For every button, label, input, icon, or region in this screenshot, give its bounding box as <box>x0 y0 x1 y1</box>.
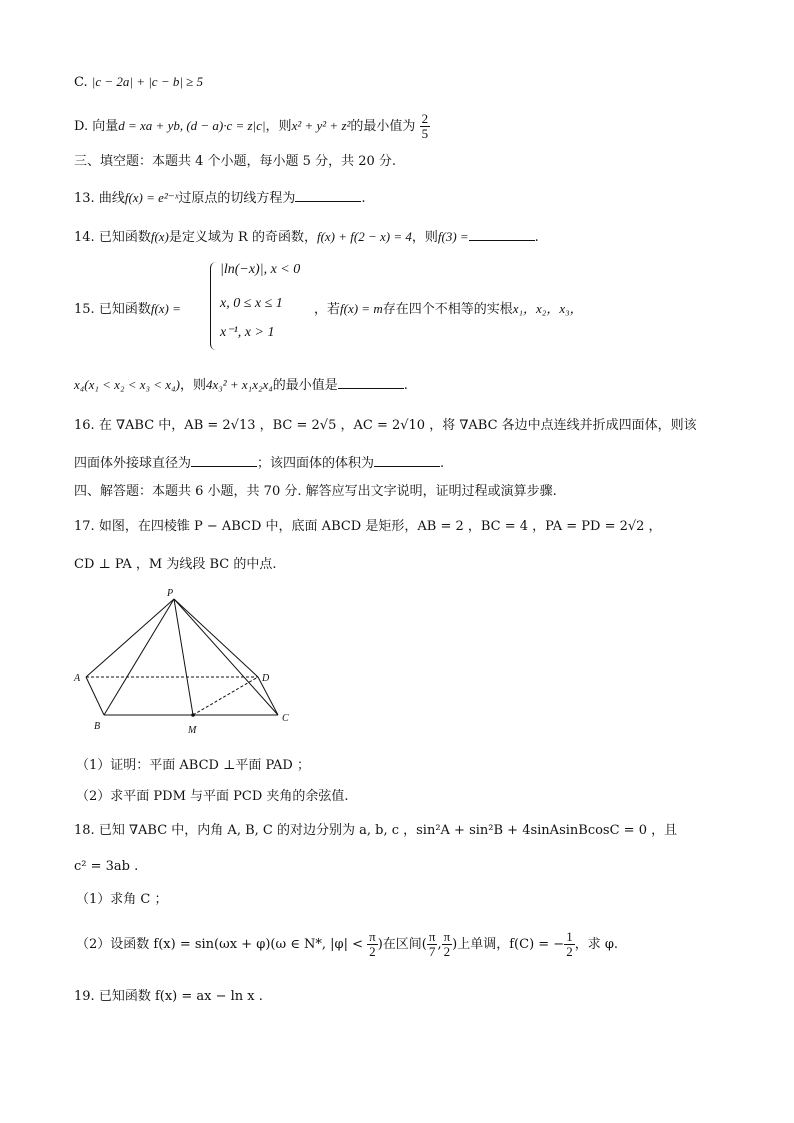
question-19 <box>74 987 263 1007</box>
fraction-denominator: 2 <box>443 944 451 959</box>
question-text: 已知函数 <box>98 230 151 245</box>
label-C: C <box>282 713 289 724</box>
question-17-line-2: CD ⊥ PA ，M 为线段 BC 的中点. <box>74 557 277 572</box>
question-14 <box>74 226 539 248</box>
math-expression: x₁，x₂，x₃， <box>512 301 583 316</box>
question-number: 13. <box>74 191 95 206</box>
answer-blank[interactable] <box>469 226 535 241</box>
label-A: A <box>74 673 81 684</box>
fraction-numerator: 2 <box>421 111 429 126</box>
paren: ) <box>452 937 458 952</box>
pyramid-figure <box>70 585 300 740</box>
fraction <box>564 930 575 959</box>
question-text: 曲线 <box>98 191 125 206</box>
math-expression: f(3) = <box>437 229 469 244</box>
option-c-expression: |c − 2a| + |c − b| ≥ 5 <box>91 74 204 89</box>
paren: ( <box>421 937 427 952</box>
fraction-denominator: 2 <box>566 944 573 959</box>
question-text: ；该四面体的体积为 <box>257 456 375 471</box>
math-expression: f(x) = m <box>340 301 383 316</box>
question-number: 14. <box>74 230 95 245</box>
math-expression: (ω ∈ N*, |φ| < <box>270 937 363 952</box>
piecewise-brace <box>210 262 219 350</box>
question-15-condition <box>314 298 583 317</box>
answer-blank[interactable] <box>191 452 257 467</box>
question-17 <box>74 517 662 537</box>
question-13 <box>74 187 366 209</box>
question-text: 如图，在四棱锥 P − ABCD 中，底面 ABCD 是矩形，AB = 2 ，BC = 4 ，PA = PD = 2√2 ， <box>98 519 662 534</box>
question-number: 15. <box>74 302 95 317</box>
point-M <box>191 713 195 717</box>
math-expression: x₄(x₁ < x₂ < x₃ < x₄) <box>74 377 180 392</box>
question-number: 17. <box>74 519 95 534</box>
question-18-line-2: c² = 3ab . <box>74 859 139 874</box>
question-18-part-2 <box>76 930 618 959</box>
punctuation: . <box>403 378 408 393</box>
answer-blank[interactable] <box>374 452 440 467</box>
piecewise-case-2: x, 0 ≤ x ≤ 1 <box>220 296 283 311</box>
option-d <box>74 112 430 141</box>
piecewise-case-1: |ln(−x)|, x < 0 <box>220 262 301 277</box>
fraction <box>420 112 431 141</box>
fraction-numerator: π <box>369 929 376 944</box>
edge-PA <box>86 599 174 677</box>
math-expression: f(x) + f(2 − x) = 4 <box>316 229 412 244</box>
option-label: C. <box>74 75 88 90</box>
section-heading-fill-in: 三、填空题：本题共 4 个小题，每小题 5 分，共 20 分. <box>74 154 397 169</box>
question-text: ，求 φ. <box>574 937 619 952</box>
answer-blank[interactable] <box>338 374 404 389</box>
label-B: B <box>94 721 101 732</box>
fraction-denominator: 7 <box>428 944 436 959</box>
edge-PB <box>104 599 174 715</box>
question-text: （2）设函数 f(x) = sin(ωx + φ) <box>76 937 271 952</box>
question-17-part-1: （1）证明：平面 ABCD ⊥平面 PAD ； <box>76 758 310 773</box>
label-P: P <box>167 588 174 599</box>
edge-MD-hidden <box>193 677 258 715</box>
math-expression: f(x) = e²⁻ˣ <box>124 190 179 205</box>
question-text: 已知函数 <box>98 302 151 317</box>
question-18-part-1: （1）求角 C ； <box>76 892 168 907</box>
question-15-lead <box>74 298 181 317</box>
option-d-expression: d = xa + yb, (d − a)·c = z|c| <box>118 118 266 133</box>
edge-AB <box>86 677 104 715</box>
question-15-line-2 <box>74 374 408 396</box>
question-text: 的最小值是 <box>272 378 338 393</box>
option-d-text: 的最小值为 <box>350 119 416 134</box>
section-heading-solutions: 四、解答题：本题共 6 小题，共 70 分. 解答应写出文字说明，证明过程或演算步骤. <box>74 484 557 499</box>
fraction-denominator: 2 <box>369 944 376 959</box>
question-text: ，则 <box>411 230 438 245</box>
question-text: 过原点的切线方程为 <box>178 191 296 206</box>
math-expression: 4x₃² + x₁x₂x₄ <box>205 377 273 392</box>
question-number: 16. <box>74 418 95 433</box>
fraction-denominator: 5 <box>421 126 429 141</box>
fraction <box>367 930 378 959</box>
comma: , <box>437 937 442 952</box>
question-text: 已知 ∇ABC 中，内角 A, B, C 的对边分别为 a, b, c ，sin²A + sin²B + 4sinAsinBcosC = 0 ，且 <box>98 823 678 838</box>
question-text: 在 ∇ABC 中，AB = 2√13 ，BC = 2√5 ，AC = 2√10 ，将 ∇ABC 各边中点连线并折成四面体，则该 <box>98 418 697 433</box>
question-18 <box>74 821 677 841</box>
option-label: D. <box>74 119 89 134</box>
question-text: )在区间 <box>377 937 422 952</box>
fraction-numerator: π <box>428 929 436 944</box>
question-text: ，若 <box>314 302 341 317</box>
edge-PD <box>174 599 258 677</box>
label-D: D <box>262 673 270 684</box>
option-d-expression: x² + y² + z² <box>291 118 351 133</box>
question-text: ，则 <box>179 378 206 393</box>
fraction-numerator: π <box>443 929 451 944</box>
question-text: 已知函数 f(x) = ax − ln x . <box>98 989 263 1004</box>
answer-blank[interactable] <box>295 187 361 202</box>
fraction <box>427 930 438 959</box>
question-text: 是定义域为 R 的奇函数， <box>168 230 317 245</box>
label-M: M <box>188 725 197 736</box>
question-16-line-2 <box>74 452 444 474</box>
question-number: 18. <box>74 823 95 838</box>
punctuation: . <box>361 191 366 206</box>
question-16 <box>74 416 697 436</box>
option-d-text: 向量 <box>92 119 119 134</box>
option-c <box>74 72 203 93</box>
option-d-text: ，则 <box>265 119 292 134</box>
piecewise-case-3: x⁻¹, x > 1 <box>220 325 275 340</box>
question-17-part-2: （2）求平面 PDM 与平面 PCD 夹角的余弦值. <box>76 789 349 804</box>
question-text: 存在四个不相等的实根 <box>382 302 513 317</box>
punctuation: . <box>534 230 539 245</box>
edge-PC <box>174 599 278 715</box>
question-number: 19. <box>74 989 95 1004</box>
fraction <box>442 930 453 959</box>
question-text: 四面体外接球直径为 <box>74 456 192 471</box>
punctuation: . <box>440 456 445 471</box>
fraction-numerator: 1 <box>566 929 573 944</box>
math-expression: f(x) <box>150 229 169 244</box>
math-expression: f(x) = <box>150 301 181 316</box>
question-text: 上单调，f(C) = − <box>457 937 565 952</box>
